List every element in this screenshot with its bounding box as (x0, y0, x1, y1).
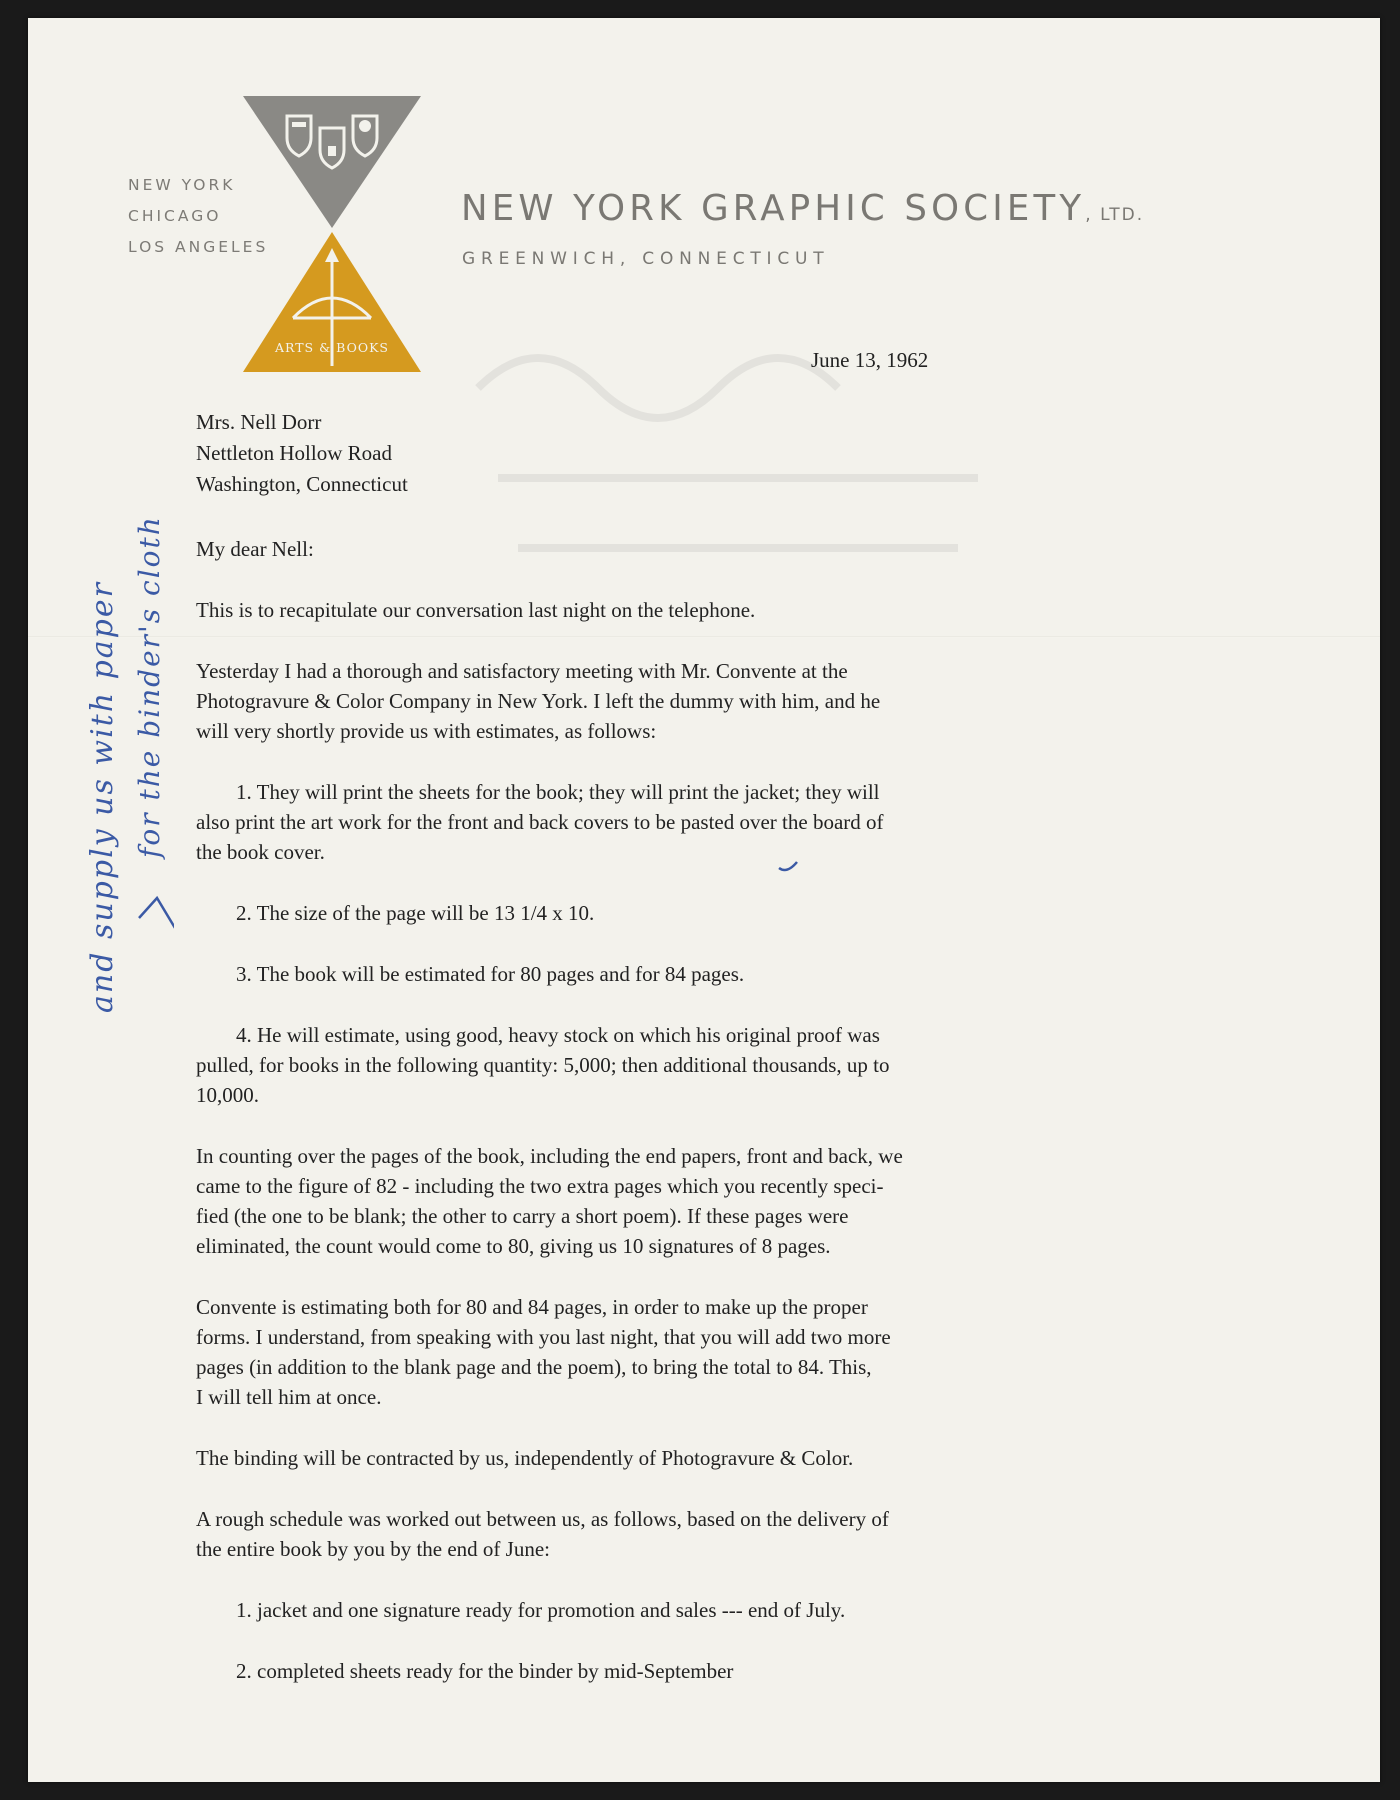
paragraph-estimate-line: Convente is estimating both for 80 and 84 pages, in order to make up the proper (196, 1295, 868, 1319)
handwritten-margin-note (64, 268, 174, 1028)
city-new-york: NEW YORK (128, 176, 236, 194)
paragraph-schedule-line: A rough schedule was worked out between us, as follows, based on the delivery of (196, 1507, 889, 1531)
paragraph-page-count-line: came to the figure of 82 - including the two extra pages which you recently speci- (196, 1174, 884, 1198)
paragraph-estimate-line: I will tell him at once. (196, 1385, 382, 1409)
insertion-caret-icon (139, 898, 174, 928)
letter-body (28, 18, 1380, 1782)
schedule-item-1: 1. jacket and one signature ready for promotion and sales --- end of July. (236, 1598, 846, 1622)
paragraph-binding: The binding will be contracted by us, independently of Photogravure & Color. (196, 1446, 854, 1470)
insertion-mark-icon (773, 848, 803, 876)
paragraph-intro: This is to recapitulate our conversation last night on the telephone. (196, 598, 756, 622)
letter-date: June 13, 1962 (811, 348, 929, 372)
paragraph-page-count-line: In counting over the pages of the book, including the end papers, front and back, we (196, 1144, 903, 1168)
company-location: GREENWICH, CONNECTICUT (462, 249, 830, 269)
recipient-street: Nettleton Hollow Road (196, 441, 392, 465)
recipient-name: Mrs. Nell Dorr (196, 410, 322, 434)
schedule-item-2: 2. completed sheets ready for the binder by mid-September (236, 1659, 734, 1683)
recipient-city: Washington, Connecticut (196, 472, 408, 496)
paragraph-meeting-line: Yesterday I had a thorough and satisfactory meeting with Mr. Convente at the (196, 659, 848, 683)
item2: 2. The size of the page will be 13 1/4 x 10. (236, 901, 595, 925)
logo-text: ARTS & BOOKS (274, 340, 390, 355)
paragraph-schedule-line: the entire book by you by the end of June: (196, 1537, 551, 1561)
item1-line: the book cover. (196, 840, 325, 864)
city-los-angeles: LOS ANGELES (128, 238, 269, 256)
paragraph-estimate-line: pages (in addition to the blank page and the poem), to bring the total to 84. This, (196, 1355, 872, 1379)
item3: 3. The book will be estimated for 80 pages and for 84 pages. (236, 962, 745, 986)
margin-note-line-2: for the binder's cloth (133, 515, 166, 858)
letter-page (28, 18, 1380, 1782)
city-chicago: CHICAGO (128, 207, 222, 225)
company-suffix: , LTD. (1085, 205, 1145, 225)
margin-note-line-1: and supply us with paper (85, 581, 120, 1013)
company-name-text: NEW YORK GRAPHIC SOCIETY (461, 188, 1086, 229)
item4-line: pulled, for books in the following quantity: 5,000; then additional thousands, up to (196, 1053, 890, 1077)
paragraph-page-count-line: fied (the one to be blank; the other to carry a short poem). If these pages were (196, 1204, 849, 1228)
paragraph-meeting-line: Photogravure & Color Company in New York. I left the dummy with him, and he (196, 689, 881, 713)
item1-line: also print the art work for the front and back covers to be pasted over the board of (196, 810, 884, 834)
item4-line: 4. He will estimate, using good, heavy stock on which his original proof was (236, 1023, 880, 1047)
paragraph-estimate-line: forms. I understand, from speaking with you last night, that you will add two more (196, 1325, 891, 1349)
item4-line: 10,000. (196, 1083, 259, 1107)
paragraph-page-count-line: eliminated, the count would come to 80, giving us 10 signatures of 8 pages. (196, 1234, 831, 1258)
paragraph-meeting-line: will very shortly provide us with estimates, as follows: (196, 719, 657, 743)
item1-line: 1. They will print the sheets for the book; they will print the jacket; they will (236, 780, 880, 804)
salutation: My dear Nell: (196, 537, 314, 561)
